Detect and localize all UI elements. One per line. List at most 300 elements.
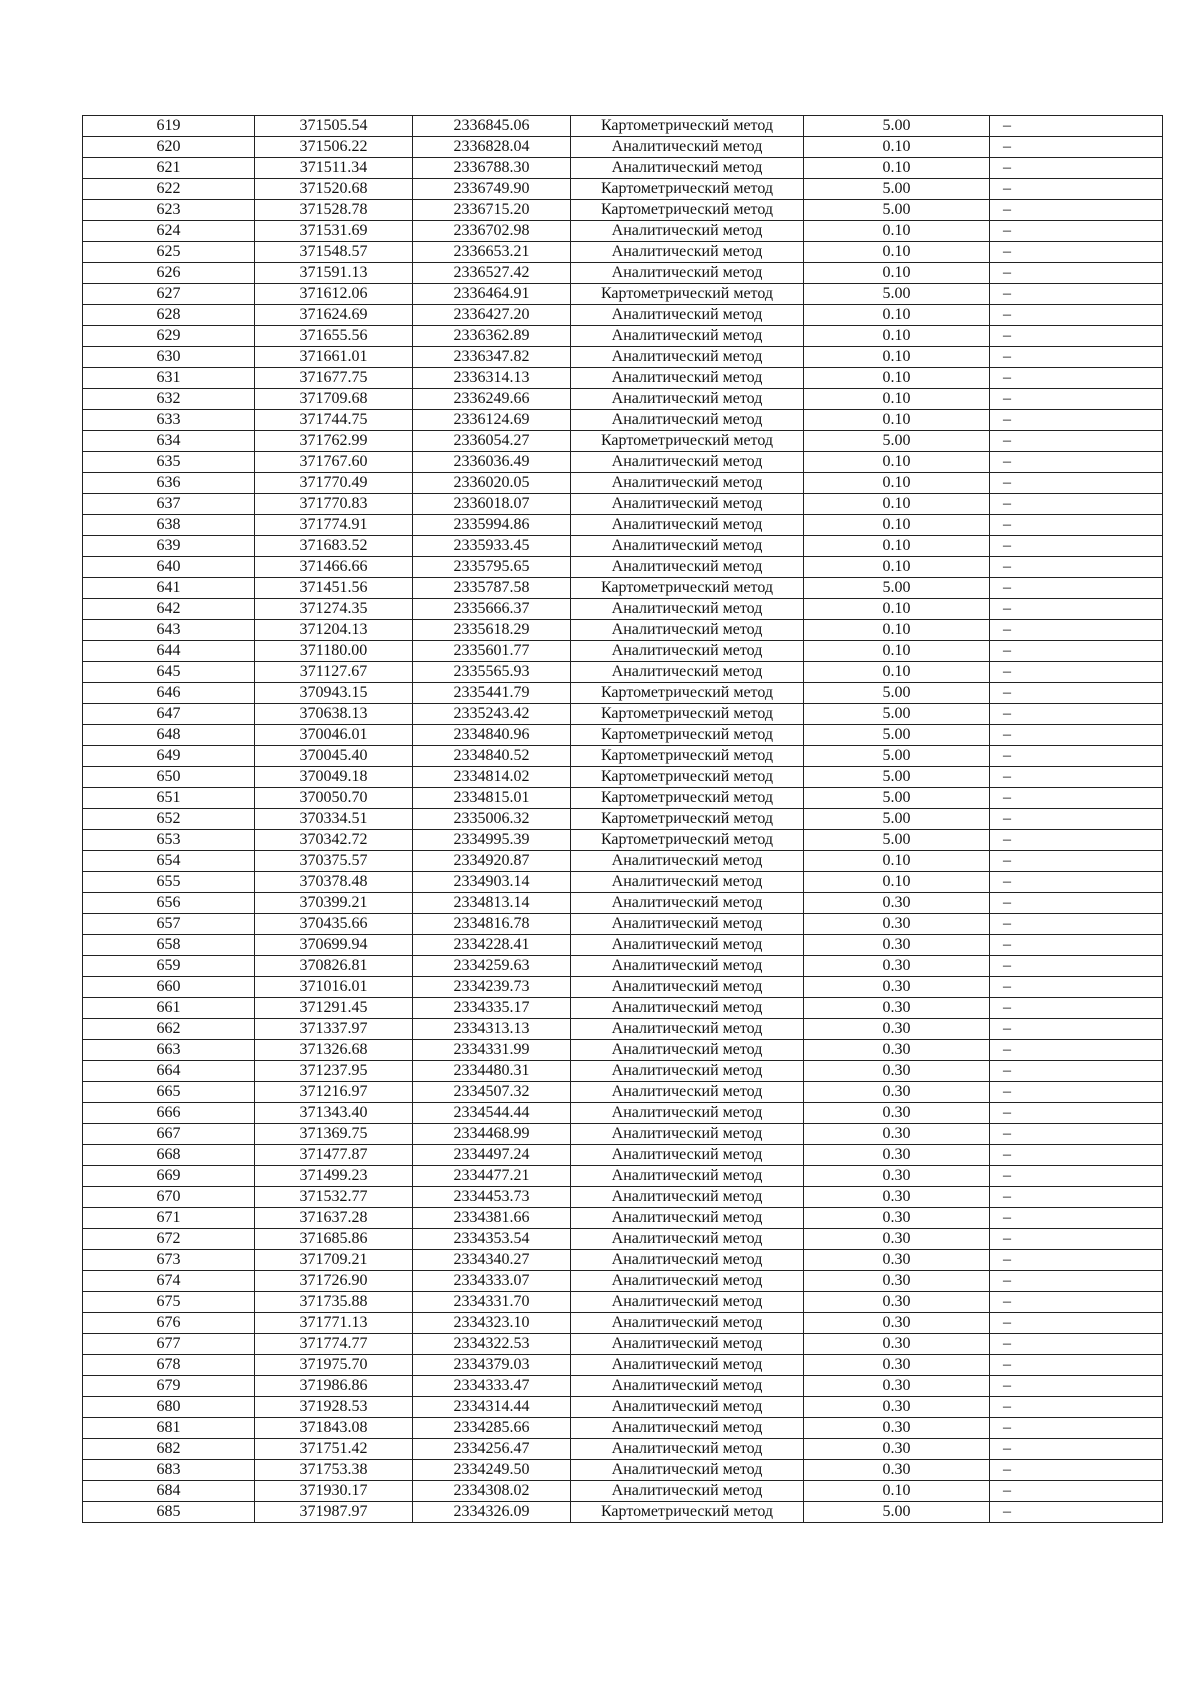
y-coordinate-cell: 2334815.01 xyxy=(413,788,571,809)
y-coordinate-cell: 2336314.13 xyxy=(413,368,571,389)
description-cell: – xyxy=(990,284,1163,305)
coordinates-table xyxy=(82,115,1163,1523)
description-cell: – xyxy=(990,977,1163,998)
table-row xyxy=(83,1481,1163,1502)
y-coordinate-cell: 2336464.91 xyxy=(413,284,571,305)
x-coordinate-cell: 370699.94 xyxy=(255,935,413,956)
method-cell: Аналитический метод xyxy=(571,1019,804,1040)
point-number-cell: 649 xyxy=(83,746,255,767)
point-number-cell: 620 xyxy=(83,137,255,158)
table-row xyxy=(83,1502,1163,1523)
table-row xyxy=(83,1439,1163,1460)
coordinates-table-body xyxy=(83,116,1163,1523)
point-number-cell: 650 xyxy=(83,767,255,788)
accuracy-cell: 0.30 xyxy=(804,1418,990,1439)
point-number-cell: 633 xyxy=(83,410,255,431)
x-coordinate-cell: 371451.56 xyxy=(255,578,413,599)
accuracy-cell: 0.30 xyxy=(804,998,990,1019)
description-cell: – xyxy=(990,326,1163,347)
description-cell: – xyxy=(990,1166,1163,1187)
description-cell: – xyxy=(990,1250,1163,1271)
table-row xyxy=(83,683,1163,704)
accuracy-cell: 0.10 xyxy=(804,137,990,158)
table-row xyxy=(83,767,1163,788)
accuracy-cell: 0.10 xyxy=(804,515,990,536)
point-number-cell: 632 xyxy=(83,389,255,410)
method-cell: Аналитический метод xyxy=(571,494,804,515)
x-coordinate-cell: 371771.13 xyxy=(255,1313,413,1334)
table-row xyxy=(83,1019,1163,1040)
method-cell: Аналитический метод xyxy=(571,1229,804,1250)
y-coordinate-cell: 2334323.10 xyxy=(413,1313,571,1334)
x-coordinate-cell: 371016.01 xyxy=(255,977,413,998)
point-number-cell: 647 xyxy=(83,704,255,725)
point-number-cell: 654 xyxy=(83,851,255,872)
y-coordinate-cell: 2334308.02 xyxy=(413,1481,571,1502)
point-number-cell: 646 xyxy=(83,683,255,704)
description-cell: – xyxy=(990,431,1163,452)
y-coordinate-cell: 2335666.37 xyxy=(413,599,571,620)
y-coordinate-cell: 2336527.42 xyxy=(413,263,571,284)
point-number-cell: 684 xyxy=(83,1481,255,1502)
table-row xyxy=(83,1460,1163,1481)
y-coordinate-cell: 2334333.47 xyxy=(413,1376,571,1397)
accuracy-cell: 0.30 xyxy=(804,1439,990,1460)
method-cell: Аналитический метод xyxy=(571,1250,804,1271)
y-coordinate-cell: 2336828.04 xyxy=(413,137,571,158)
method-cell: Аналитический метод xyxy=(571,1271,804,1292)
y-coordinate-cell: 2335787.58 xyxy=(413,578,571,599)
accuracy-cell: 5.00 xyxy=(804,578,990,599)
x-coordinate-cell: 371762.99 xyxy=(255,431,413,452)
y-coordinate-cell: 2334816.78 xyxy=(413,914,571,935)
point-number-cell: 673 xyxy=(83,1250,255,1271)
accuracy-cell: 0.30 xyxy=(804,1292,990,1313)
y-coordinate-cell: 2335565.93 xyxy=(413,662,571,683)
point-number-cell: 685 xyxy=(83,1502,255,1523)
point-number-cell: 643 xyxy=(83,620,255,641)
accuracy-cell: 0.10 xyxy=(804,368,990,389)
accuracy-cell: 0.30 xyxy=(804,1376,990,1397)
point-number-cell: 622 xyxy=(83,179,255,200)
x-coordinate-cell: 370050.70 xyxy=(255,788,413,809)
description-cell: – xyxy=(990,347,1163,368)
method-cell: Аналитический метод xyxy=(571,347,804,368)
y-coordinate-cell: 2335243.42 xyxy=(413,704,571,725)
table-row xyxy=(83,704,1163,725)
description-cell: – xyxy=(990,998,1163,1019)
accuracy-cell: 0.30 xyxy=(804,1145,990,1166)
accuracy-cell: 0.10 xyxy=(804,242,990,263)
table-row xyxy=(83,368,1163,389)
point-number-cell: 660 xyxy=(83,977,255,998)
table-row xyxy=(83,893,1163,914)
y-coordinate-cell: 2334326.09 xyxy=(413,1502,571,1523)
method-cell: Картометрический метод xyxy=(571,746,804,767)
description-cell: – xyxy=(990,725,1163,746)
point-number-cell: 625 xyxy=(83,242,255,263)
accuracy-cell: 0.30 xyxy=(804,956,990,977)
y-coordinate-cell: 2334340.27 xyxy=(413,1250,571,1271)
y-coordinate-cell: 2334259.63 xyxy=(413,956,571,977)
point-number-cell: 629 xyxy=(83,326,255,347)
method-cell: Аналитический метод xyxy=(571,1460,804,1481)
method-cell: Картометрический метод xyxy=(571,725,804,746)
description-cell: – xyxy=(990,1418,1163,1439)
method-cell: Аналитический метод xyxy=(571,641,804,662)
description-cell: – xyxy=(990,1292,1163,1313)
y-coordinate-cell: 2336347.82 xyxy=(413,347,571,368)
point-number-cell: 636 xyxy=(83,473,255,494)
accuracy-cell: 0.30 xyxy=(804,1040,990,1061)
method-cell: Аналитический метод xyxy=(571,1313,804,1334)
point-number-cell: 635 xyxy=(83,452,255,473)
description-cell: – xyxy=(990,116,1163,137)
table-row xyxy=(83,347,1163,368)
accuracy-cell: 5.00 xyxy=(804,767,990,788)
x-coordinate-cell: 371685.86 xyxy=(255,1229,413,1250)
accuracy-cell: 0.30 xyxy=(804,1229,990,1250)
y-coordinate-cell: 2335795.65 xyxy=(413,557,571,578)
description-cell: – xyxy=(990,515,1163,536)
x-coordinate-cell: 370638.13 xyxy=(255,704,413,725)
table-row xyxy=(83,305,1163,326)
description-cell: – xyxy=(990,599,1163,620)
description-cell: – xyxy=(990,179,1163,200)
description-cell: – xyxy=(990,1082,1163,1103)
table-row xyxy=(83,557,1163,578)
description-cell: – xyxy=(990,683,1163,704)
x-coordinate-cell: 370943.15 xyxy=(255,683,413,704)
table-row xyxy=(83,1040,1163,1061)
description-cell: – xyxy=(990,704,1163,725)
y-coordinate-cell: 2336788.30 xyxy=(413,158,571,179)
table-row xyxy=(83,1250,1163,1271)
accuracy-cell: 0.10 xyxy=(804,872,990,893)
method-cell: Картометрический метод xyxy=(571,809,804,830)
table-row xyxy=(83,1418,1163,1439)
point-number-cell: 679 xyxy=(83,1376,255,1397)
accuracy-cell: 0.10 xyxy=(804,305,990,326)
description-cell: – xyxy=(990,557,1163,578)
method-cell: Аналитический метод xyxy=(571,263,804,284)
point-number-cell: 677 xyxy=(83,1334,255,1355)
y-coordinate-cell: 2334507.32 xyxy=(413,1082,571,1103)
x-coordinate-cell: 370399.21 xyxy=(255,893,413,914)
point-number-cell: 680 xyxy=(83,1397,255,1418)
table-row xyxy=(83,1187,1163,1208)
method-cell: Картометрический метод xyxy=(571,200,804,221)
accuracy-cell: 0.30 xyxy=(804,1208,990,1229)
x-coordinate-cell: 370049.18 xyxy=(255,767,413,788)
method-cell: Аналитический метод xyxy=(571,389,804,410)
x-coordinate-cell: 371683.52 xyxy=(255,536,413,557)
y-coordinate-cell: 2336427.20 xyxy=(413,305,571,326)
y-coordinate-cell: 2334453.73 xyxy=(413,1187,571,1208)
x-coordinate-cell: 371612.06 xyxy=(255,284,413,305)
accuracy-cell: 5.00 xyxy=(804,179,990,200)
y-coordinate-cell: 2336020.05 xyxy=(413,473,571,494)
y-coordinate-cell: 2334381.66 xyxy=(413,1208,571,1229)
x-coordinate-cell: 371531.69 xyxy=(255,221,413,242)
y-coordinate-cell: 2334480.31 xyxy=(413,1061,571,1082)
description-cell: – xyxy=(990,1355,1163,1376)
accuracy-cell: 5.00 xyxy=(804,746,990,767)
point-number-cell: 658 xyxy=(83,935,255,956)
accuracy-cell: 0.30 xyxy=(804,977,990,998)
accuracy-cell: 0.10 xyxy=(804,494,990,515)
point-number-cell: 659 xyxy=(83,956,255,977)
accuracy-cell: 0.10 xyxy=(804,347,990,368)
table-row xyxy=(83,1376,1163,1397)
method-cell: Картометрический метод xyxy=(571,788,804,809)
description-cell: – xyxy=(990,1103,1163,1124)
y-coordinate-cell: 2336036.49 xyxy=(413,452,571,473)
x-coordinate-cell: 371216.97 xyxy=(255,1082,413,1103)
point-number-cell: 663 xyxy=(83,1040,255,1061)
x-coordinate-cell: 371751.42 xyxy=(255,1439,413,1460)
accuracy-cell: 0.10 xyxy=(804,557,990,578)
x-coordinate-cell: 370045.40 xyxy=(255,746,413,767)
x-coordinate-cell: 370334.51 xyxy=(255,809,413,830)
point-number-cell: 661 xyxy=(83,998,255,1019)
x-coordinate-cell: 371505.54 xyxy=(255,116,413,137)
accuracy-cell: 0.30 xyxy=(804,1334,990,1355)
method-cell: Аналитический метод xyxy=(571,242,804,263)
table-row xyxy=(83,158,1163,179)
description-cell: – xyxy=(990,410,1163,431)
y-coordinate-cell: 2336749.90 xyxy=(413,179,571,200)
accuracy-cell: 0.10 xyxy=(804,851,990,872)
y-coordinate-cell: 2334814.02 xyxy=(413,767,571,788)
point-number-cell: 678 xyxy=(83,1355,255,1376)
y-coordinate-cell: 2335994.86 xyxy=(413,515,571,536)
accuracy-cell: 0.10 xyxy=(804,662,990,683)
accuracy-cell: 5.00 xyxy=(804,200,990,221)
y-coordinate-cell: 2336702.98 xyxy=(413,221,571,242)
description-cell: – xyxy=(990,872,1163,893)
method-cell: Аналитический метод xyxy=(571,305,804,326)
y-coordinate-cell: 2336124.69 xyxy=(413,410,571,431)
table-row xyxy=(83,536,1163,557)
method-cell: Аналитический метод xyxy=(571,1061,804,1082)
accuracy-cell: 5.00 xyxy=(804,830,990,851)
x-coordinate-cell: 370046.01 xyxy=(255,725,413,746)
table-row xyxy=(83,1397,1163,1418)
y-coordinate-cell: 2334813.14 xyxy=(413,893,571,914)
accuracy-cell: 0.10 xyxy=(804,221,990,242)
point-number-cell: 667 xyxy=(83,1124,255,1145)
point-number-cell: 665 xyxy=(83,1082,255,1103)
y-coordinate-cell: 2334497.24 xyxy=(413,1145,571,1166)
table-row xyxy=(83,137,1163,158)
x-coordinate-cell: 371928.53 xyxy=(255,1397,413,1418)
y-coordinate-cell: 2334840.52 xyxy=(413,746,571,767)
method-cell: Аналитический метод xyxy=(571,1292,804,1313)
description-cell: – xyxy=(990,1481,1163,1502)
x-coordinate-cell: 371770.83 xyxy=(255,494,413,515)
accuracy-cell: 0.30 xyxy=(804,1187,990,1208)
description-cell: – xyxy=(990,1229,1163,1250)
table-row xyxy=(83,956,1163,977)
x-coordinate-cell: 371369.75 xyxy=(255,1124,413,1145)
y-coordinate-cell: 2336845.06 xyxy=(413,116,571,137)
method-cell: Аналитический метод xyxy=(571,998,804,1019)
method-cell: Аналитический метод xyxy=(571,221,804,242)
x-coordinate-cell: 371774.91 xyxy=(255,515,413,536)
method-cell: Аналитический метод xyxy=(571,662,804,683)
table-row xyxy=(83,326,1163,347)
accuracy-cell: 5.00 xyxy=(804,683,990,704)
x-coordinate-cell: 371709.21 xyxy=(255,1250,413,1271)
method-cell: Аналитический метод xyxy=(571,1418,804,1439)
table-row xyxy=(83,389,1163,410)
method-cell: Картометрический метод xyxy=(571,683,804,704)
accuracy-cell: 5.00 xyxy=(804,116,990,137)
x-coordinate-cell: 371661.01 xyxy=(255,347,413,368)
method-cell: Аналитический метод xyxy=(571,914,804,935)
method-cell: Картометрический метод xyxy=(571,1502,804,1523)
accuracy-cell: 5.00 xyxy=(804,788,990,809)
table-row xyxy=(83,599,1163,620)
description-cell: – xyxy=(990,746,1163,767)
table-row xyxy=(83,872,1163,893)
y-coordinate-cell: 2334335.17 xyxy=(413,998,571,1019)
y-coordinate-cell: 2334239.73 xyxy=(413,977,571,998)
method-cell: Аналитический метод xyxy=(571,326,804,347)
point-number-cell: 637 xyxy=(83,494,255,515)
accuracy-cell: 5.00 xyxy=(804,704,990,725)
description-cell: – xyxy=(990,641,1163,662)
x-coordinate-cell: 371770.49 xyxy=(255,473,413,494)
accuracy-cell: 0.30 xyxy=(804,1061,990,1082)
table-row xyxy=(83,809,1163,830)
x-coordinate-cell: 371767.60 xyxy=(255,452,413,473)
method-cell: Аналитический метод xyxy=(571,473,804,494)
method-cell: Аналитический метод xyxy=(571,872,804,893)
point-number-cell: 634 xyxy=(83,431,255,452)
description-cell: – xyxy=(990,1334,1163,1355)
accuracy-cell: 0.10 xyxy=(804,389,990,410)
description-cell: – xyxy=(990,914,1163,935)
method-cell: Картометрический метод xyxy=(571,179,804,200)
accuracy-cell: 0.30 xyxy=(804,1103,990,1124)
y-coordinate-cell: 2334353.54 xyxy=(413,1229,571,1250)
description-cell: – xyxy=(990,137,1163,158)
table-row xyxy=(83,1208,1163,1229)
accuracy-cell: 0.30 xyxy=(804,1082,990,1103)
x-coordinate-cell: 371744.75 xyxy=(255,410,413,431)
table-row xyxy=(83,746,1163,767)
description-cell: – xyxy=(990,1376,1163,1397)
point-number-cell: 630 xyxy=(83,347,255,368)
x-coordinate-cell: 371548.57 xyxy=(255,242,413,263)
method-cell: Аналитический метод xyxy=(571,1103,804,1124)
description-cell: – xyxy=(990,851,1163,872)
description-cell: – xyxy=(990,620,1163,641)
y-coordinate-cell: 2334331.70 xyxy=(413,1292,571,1313)
method-cell: Аналитический метод xyxy=(571,893,804,914)
method-cell: Аналитический метод xyxy=(571,1187,804,1208)
point-number-cell: 638 xyxy=(83,515,255,536)
point-number-cell: 624 xyxy=(83,221,255,242)
description-cell: – xyxy=(990,221,1163,242)
point-number-cell: 648 xyxy=(83,725,255,746)
x-coordinate-cell: 371637.28 xyxy=(255,1208,413,1229)
method-cell: Аналитический метод xyxy=(571,1145,804,1166)
method-cell: Аналитический метод xyxy=(571,1439,804,1460)
y-coordinate-cell: 2334285.66 xyxy=(413,1418,571,1439)
y-coordinate-cell: 2334379.03 xyxy=(413,1355,571,1376)
method-cell: Аналитический метод xyxy=(571,599,804,620)
accuracy-cell: 0.10 xyxy=(804,158,990,179)
point-number-cell: 657 xyxy=(83,914,255,935)
table-row xyxy=(83,1145,1163,1166)
x-coordinate-cell: 371528.78 xyxy=(255,200,413,221)
table-row xyxy=(83,515,1163,536)
y-coordinate-cell: 2335441.79 xyxy=(413,683,571,704)
method-cell: Аналитический метод xyxy=(571,977,804,998)
description-cell: – xyxy=(990,662,1163,683)
description-cell: – xyxy=(990,242,1163,263)
x-coordinate-cell: 371843.08 xyxy=(255,1418,413,1439)
accuracy-cell: 0.10 xyxy=(804,452,990,473)
x-coordinate-cell: 371204.13 xyxy=(255,620,413,641)
table-row xyxy=(83,284,1163,305)
method-cell: Аналитический метод xyxy=(571,1082,804,1103)
method-cell: Картометрический метод xyxy=(571,284,804,305)
x-coordinate-cell: 371520.68 xyxy=(255,179,413,200)
table-row xyxy=(83,578,1163,599)
accuracy-cell: 5.00 xyxy=(804,809,990,830)
x-coordinate-cell: 370826.81 xyxy=(255,956,413,977)
y-coordinate-cell: 2334840.96 xyxy=(413,725,571,746)
y-coordinate-cell: 2334228.41 xyxy=(413,935,571,956)
x-coordinate-cell: 371343.40 xyxy=(255,1103,413,1124)
description-cell: – xyxy=(990,1124,1163,1145)
method-cell: Картометрический метод xyxy=(571,578,804,599)
y-coordinate-cell: 2334331.99 xyxy=(413,1040,571,1061)
point-number-cell: 653 xyxy=(83,830,255,851)
description-cell: – xyxy=(990,1145,1163,1166)
table-row xyxy=(83,1355,1163,1376)
y-coordinate-cell: 2334995.39 xyxy=(413,830,571,851)
table-row xyxy=(83,998,1163,1019)
table-row xyxy=(83,179,1163,200)
description-cell: – xyxy=(990,956,1163,977)
table-row xyxy=(83,851,1163,872)
x-coordinate-cell: 371987.97 xyxy=(255,1502,413,1523)
point-number-cell: 621 xyxy=(83,158,255,179)
accuracy-cell: 0.10 xyxy=(804,641,990,662)
table-row xyxy=(83,473,1163,494)
y-coordinate-cell: 2334314.44 xyxy=(413,1397,571,1418)
table-row xyxy=(83,620,1163,641)
x-coordinate-cell: 371624.69 xyxy=(255,305,413,326)
method-cell: Аналитический метод xyxy=(571,935,804,956)
description-cell: – xyxy=(990,1502,1163,1523)
accuracy-cell: 0.30 xyxy=(804,1166,990,1187)
accuracy-cell: 5.00 xyxy=(804,725,990,746)
y-coordinate-cell: 2334920.87 xyxy=(413,851,571,872)
x-coordinate-cell: 371511.34 xyxy=(255,158,413,179)
x-coordinate-cell: 371774.77 xyxy=(255,1334,413,1355)
x-coordinate-cell: 371677.75 xyxy=(255,368,413,389)
x-coordinate-cell: 371127.67 xyxy=(255,662,413,683)
method-cell: Аналитический метод xyxy=(571,1397,804,1418)
method-cell: Аналитический метод xyxy=(571,410,804,431)
table-row xyxy=(83,431,1163,452)
